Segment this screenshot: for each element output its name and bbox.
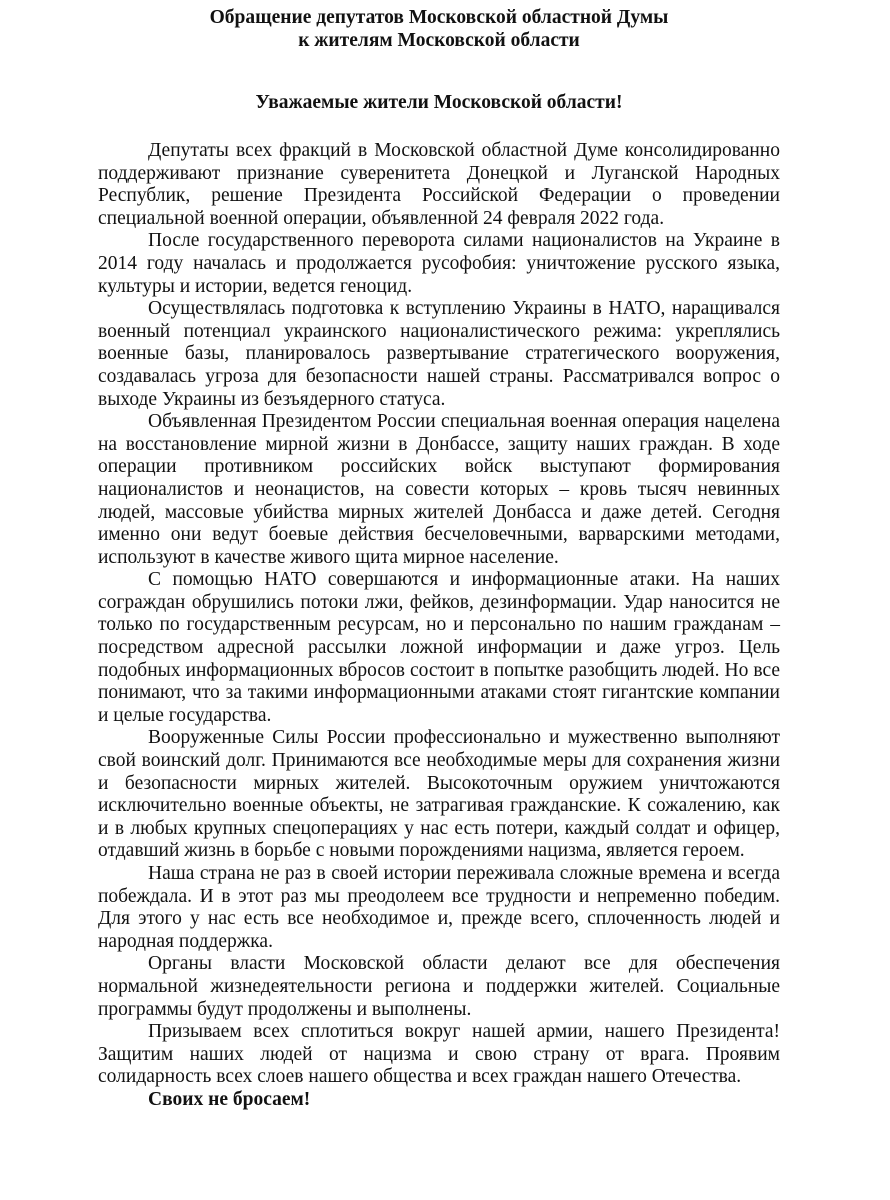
paragraph-special-operation: Объявленная Президентом России специальная военная операция нацелена на восстановление мирной жизни в Донбассе, защиту наших граждан. В ходе операции противником российских войск выступают формирования националистов и неонацистов, на совести которых – кровь тысяч невинных людей, массовые убийства мирных жителей Донбасса и даже детей. Сегодня именно они ведут боевые действия бесчеловечными, варварскими методами, используют в качестве живого щита мирное население. <box>98 411 780 568</box>
paragraph-information-attacks: С помощью НАТО совершаются и информационные атаки. На наших сограждан обрушились потоки лжи, фейков, дезинформации. Удар наносится не только по государственным ресурсам, но и персонально по нашим гражданам – посредством адресной рассылки ложной информации и даже угроз. Цель подобных информационных вбросов состоит в попытке разобщить людей. Но все понимают, что за такими информационными атаками стоят гигантские компании и целые государства. <box>98 569 780 726</box>
paragraph-support: Депутаты всех фракций в Московской областной Думе консолидированно поддерживают признание суверенитета Донецкой и Луганской Народных Республик, решение Президента Российской Федерации о проведении специальной военной операции, объявленной 24 февраля 2022 года. <box>98 140 780 229</box>
paragraph-regional-authorities: Органы власти Московской области делают все для обеспечения нормальной жизнедеятельности региона и поддержки жителей. Социальные программы будут продолжены и выполнены. <box>98 953 780 1020</box>
document-body <box>98 140 780 1112</box>
paragraph-call-to-unite: Призываем всех сплотиться вокруг нашей армии, нашего Президента! Защитим наших людей от нацизма и свою страну от врага. Проявим солидарность всех слоев нашего общества и всех граждан нашего Отечества. <box>98 1021 780 1088</box>
paragraph-russophobia: После государственного переворота силами националистов на Украине в 2014 году началась и продолжается русофобия: уничтожение русского языка, культуры и истории, ведется геноцид. <box>98 230 780 297</box>
document-title-line-2: к жителям Московской области <box>298 30 580 51</box>
paragraph-armed-forces: Вооруженные Силы России профессионально и мужественно выполняют свой воинский долг. Принимаются все необходимые меры для сохранения жизни и безопасности мирных жителей. Высокоточным оружием уничтожаются исключительно военные объекты, не затрагивая гражданские. К сожалению, как и в любых крупных спецоперациях у нас есть потери, каждый солдат и офицер, отдавший жизнь в борьбе с новыми порождениями нацизма, является героем. <box>98 727 780 862</box>
closing-slogan: Своих не бросаем! <box>148 1088 311 1110</box>
document-title-line-1: Обращение депутатов Московской областной Думы <box>209 7 669 28</box>
paragraph-nato-preparation: Осуществлялась подготовка к вступлению Украины в НАТО, наращивался военный потенциал украинского националистического режима: укреплялись военные базы, планировалось развертывание стратегического вооружения, создавалась угроза для безопасности нашей страны. Рассматривался вопрос о выходе Украины из безъядерного статуса. <box>98 298 780 410</box>
paragraph-difficult-times: Наша страна не раз в своей истории переживала сложные времена и всегда побеждала. И в этот раз мы преодолеем все трудности и непременно победим. Для этого у нас есть все необходимое и, прежде всего, сплоченность людей и народная поддержка. <box>98 863 780 952</box>
salutation: Уважаемые жители Московской области! <box>255 92 623 113</box>
